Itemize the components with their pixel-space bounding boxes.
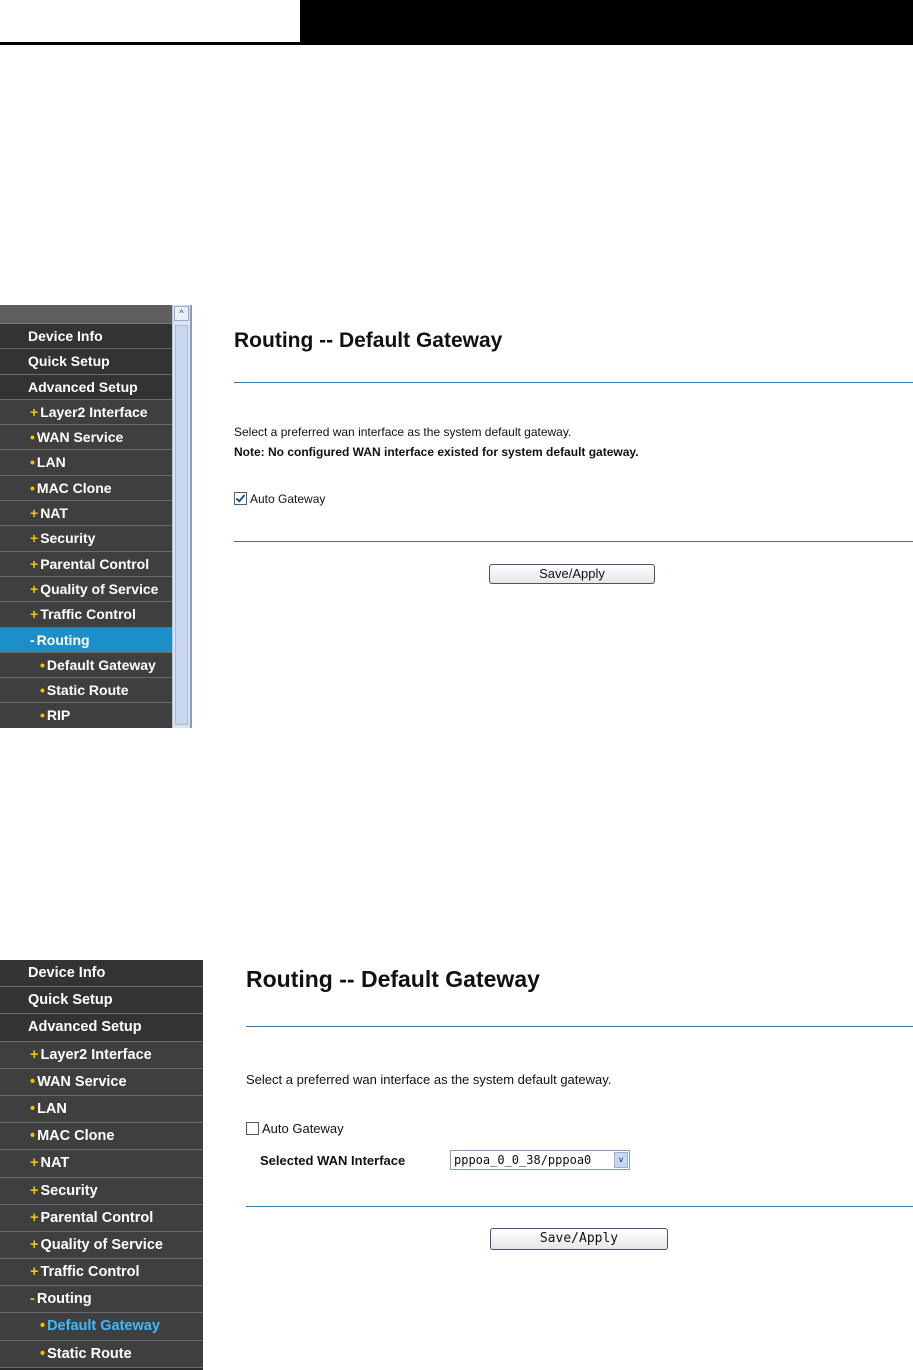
nav-device-info[interactable] xyxy=(0,960,203,987)
auto-gateway-label: Auto Gateway xyxy=(262,1121,344,1136)
nav-label: LAN xyxy=(37,1100,67,1117)
plus-icon: + xyxy=(30,606,39,623)
nav-mac-clone[interactable] xyxy=(0,476,172,501)
nav-label: Parental Control xyxy=(40,555,150,572)
page-title: Routing -- Default Gateway xyxy=(234,329,503,352)
nav-security[interactable] xyxy=(0,1178,203,1205)
nav-label: Quality of Service xyxy=(40,1236,163,1253)
divider xyxy=(234,541,913,542)
nav-label: Traffic Control xyxy=(40,1264,140,1281)
nav-label: Layer2 Interface xyxy=(40,1046,152,1063)
bullet-icon: • xyxy=(40,707,45,724)
bullet-icon: • xyxy=(30,1073,36,1090)
auto-gateway-row xyxy=(246,1121,344,1136)
chevron-down-icon[interactable]: v xyxy=(614,1152,628,1168)
nav-label: Quick Setup xyxy=(28,992,113,1009)
nav-static-route[interactable] xyxy=(0,1341,203,1368)
bullet-icon: • xyxy=(30,1100,36,1117)
nav-default-gateway[interactable] xyxy=(0,1313,203,1340)
plus-icon: + xyxy=(30,555,39,572)
nav-label: Device Info xyxy=(28,328,103,344)
nav-label: WAN Service xyxy=(36,429,124,446)
bullet-icon: • xyxy=(40,656,45,673)
nav-quick-setup[interactable] xyxy=(0,987,203,1014)
nav-nat[interactable] xyxy=(0,501,172,526)
nav-traffic-control[interactable] xyxy=(0,602,172,627)
bullet-icon: • xyxy=(30,429,35,446)
plus-icon: + xyxy=(30,1236,39,1253)
frame-divider xyxy=(190,305,192,728)
nav-label: NAT xyxy=(40,1155,70,1172)
nav-label: Default Gateway xyxy=(47,1318,160,1335)
nav-wan-service[interactable] xyxy=(0,425,172,450)
nav-wan-service[interactable] xyxy=(0,1069,203,1096)
bullet-icon: • xyxy=(30,454,35,471)
description-text: Select a preferred wan interface as the system default gateway. xyxy=(234,425,572,439)
plus-icon: + xyxy=(30,1264,39,1281)
nav-label: RIP xyxy=(46,707,71,724)
plus-icon: + xyxy=(30,505,39,522)
plus-icon: + xyxy=(30,1046,39,1063)
page-header-bar xyxy=(300,0,913,42)
main-content xyxy=(246,960,913,1370)
auto-gateway-checkbox[interactable] xyxy=(234,492,247,505)
bullet-icon: • xyxy=(40,1318,46,1335)
nav-mac-clone[interactable] xyxy=(0,1123,203,1150)
bullet-icon: • xyxy=(40,1345,46,1362)
plus-icon: + xyxy=(30,1155,39,1172)
plus-icon: + xyxy=(30,1209,39,1226)
wan-interface-value: pppoa_0_0_38/pppoa0 xyxy=(454,1153,592,1167)
divider xyxy=(246,1026,913,1027)
screenshot-wan-interface-select xyxy=(0,960,913,1370)
plus-icon: + xyxy=(30,1182,39,1199)
screenshot-auto-gateway-checked xyxy=(0,305,913,728)
nav-layer2-interface[interactable] xyxy=(0,1042,203,1069)
bullet-icon: • xyxy=(30,479,35,496)
auto-gateway-label: Auto Gateway xyxy=(250,492,326,506)
sidebar xyxy=(0,305,172,728)
nav-nat[interactable] xyxy=(0,1150,203,1177)
nav-label: Traffic Control xyxy=(40,606,136,623)
minus-icon: - xyxy=(30,1291,35,1308)
plus-icon: + xyxy=(30,403,39,420)
nav-routing[interactable] xyxy=(0,628,172,653)
divider xyxy=(234,382,913,383)
auto-gateway-row xyxy=(234,492,325,506)
nav-label: Advanced Setup xyxy=(28,378,138,395)
save-apply-button[interactable]: Save/Apply xyxy=(489,564,655,584)
main-content xyxy=(234,305,913,728)
nav-label: NAT xyxy=(40,505,68,522)
note-text: Note: No configured WAN interface existed for system default gateway. xyxy=(234,445,639,459)
nav-rip[interactable] xyxy=(0,703,172,728)
selected-wan-interface-label: Selected WAN Interface xyxy=(260,1153,406,1168)
nav-advanced-setup[interactable] xyxy=(0,1014,203,1041)
nav-label: Static Route xyxy=(47,1345,132,1362)
nav-label: MAC Clone xyxy=(36,479,112,496)
nav-label: Routing xyxy=(36,631,90,648)
plus-icon: + xyxy=(30,530,39,547)
nav-device-info[interactable] xyxy=(0,324,172,349)
nav-quick-setup[interactable] xyxy=(0,349,172,374)
nav-label: Default Gateway xyxy=(46,656,156,673)
nav-security[interactable] xyxy=(0,526,172,551)
nav-static-route[interactable] xyxy=(0,678,172,703)
bullet-icon: • xyxy=(40,682,45,699)
nav-label: WAN Service xyxy=(37,1073,127,1090)
nav-label: Routing xyxy=(36,1291,92,1308)
sidebar-top-spacer xyxy=(0,305,172,324)
nav-label: MAC Clone xyxy=(37,1128,115,1145)
nav-parental-control[interactable] xyxy=(0,552,172,577)
page-header-rule xyxy=(0,42,913,45)
nav-lan[interactable] xyxy=(0,450,172,475)
nav-label: Security xyxy=(40,1182,98,1199)
nav-label: Static Route xyxy=(46,682,129,699)
page-title: Routing -- Default Gateway xyxy=(246,966,540,992)
nav-label: Advanced Setup xyxy=(28,1019,142,1036)
sidebar-scrollbar[interactable] xyxy=(172,305,190,728)
nav-parental-control[interactable] xyxy=(0,1205,203,1232)
auto-gateway-checkbox[interactable] xyxy=(246,1122,259,1135)
nav-quality-of-service[interactable] xyxy=(0,1232,203,1259)
nav-lan[interactable] xyxy=(0,1096,203,1123)
minus-icon: - xyxy=(30,631,35,648)
nav-label: Layer2 Interface xyxy=(40,403,148,420)
nav-label: Device Info xyxy=(28,965,106,981)
nav-default-gateway[interactable] xyxy=(0,653,172,678)
nav-label: Quality of Service xyxy=(40,580,159,597)
nav-quality-of-service[interactable] xyxy=(0,577,172,602)
nav-label: Security xyxy=(40,530,96,547)
scroll-thumb[interactable] xyxy=(175,325,188,725)
nav-label: Quick Setup xyxy=(28,353,110,370)
sidebar xyxy=(0,960,203,1370)
nav-routing[interactable] xyxy=(0,1286,203,1313)
divider xyxy=(246,1206,913,1207)
wan-interface-select[interactable] xyxy=(450,1150,630,1170)
plus-icon: + xyxy=(30,580,39,597)
scroll-up-icon[interactable]: ^ xyxy=(174,306,189,321)
nav-label: Parental Control xyxy=(40,1209,154,1226)
nav-advanced-setup[interactable] xyxy=(0,375,172,400)
nav-traffic-control[interactable] xyxy=(0,1259,203,1286)
nav-label: LAN xyxy=(36,454,66,471)
nav-layer2-interface[interactable] xyxy=(0,400,172,425)
description-text: Select a preferred wan interface as the system default gateway. xyxy=(246,1072,612,1087)
save-apply-button[interactable]: Save/Apply xyxy=(490,1228,668,1250)
bullet-icon: • xyxy=(30,1128,36,1145)
